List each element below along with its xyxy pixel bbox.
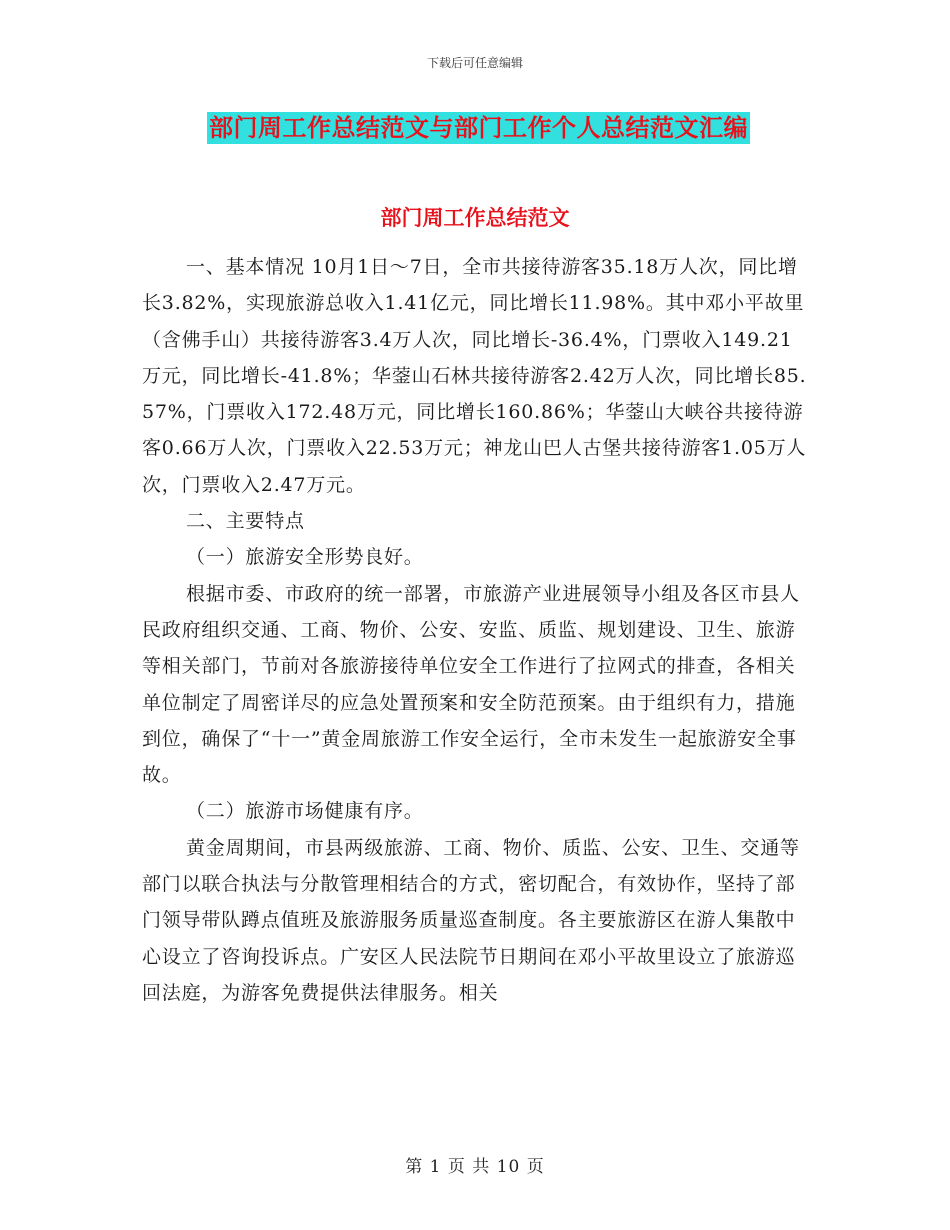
- document-title: 部门周工作总结范文与部门工作个人总结范文汇编: [209, 113, 748, 142]
- heading-main-features: 二、主要特点: [186, 510, 305, 533]
- subheading-safety: （一）旅游安全形势良好。: [186, 546, 424, 569]
- document-body: [142, 249, 810, 1011]
- header-note: 下载后可任意编辑: [426, 56, 523, 70]
- page-footer: 第 1 页 共 10 页: [405, 1157, 545, 1177]
- subheading-market: （二）旅游市场健康有序。: [186, 800, 424, 823]
- section-title: 部门周工作总结范文: [380, 205, 570, 230]
- paragraph-safety: 根据市委、市政府的统一部署，市旅游产业进展领导小组及各区市县人民政府组织交通、工商、物价、公安、安监、质监、规划建设、卫生、旅游等相关部门，节前对各旅游接待单位安全工作进行了拉网式的排查，各相关单位制定了周密详尽的应急处置预案和安全防范预案。由于组织有力，措施到位，确保了“十一”黄金周旅游工作安全运行，全市未发生一起旅游安全事故。: [142, 582, 800, 787]
- paragraph-basic-situation: 一、基本情况 10月1日～7日，全市共接待游客35.18万人次，同比增长3.82%，实现旅游总收入1.41亿元，同比增长11.98%。其中邓小平故里（含佛手山）共接待游客3.4万人次，同比增长-36.4%，门票收入149.21万元，同比增长-41.8%；华蓥山石林共接待游客2.42万人次，同比增长85.57%，门票收入172.48万元，同比增长160.86%；华蓥山大峡谷共接待游客0.66万人次，门票收入22.53万元；神龙山巴人古堡共接待游客1.05万人次，门票收入2.47万元。: [142, 256, 807, 496]
- paragraph-market: 黄金周期间，市县两级旅游、工商、物价、质监、公安、卫生、交通等部门以联合执法与分散管理相结合的方式，密切配合，有效协作，坚持了部门领导带队蹲点值班及旅游服务质量巡查制度。各主要旅游区在游人集散中心设立了咨询投诉点。广安区人民法院节日期间在邓小平故里设立了旅游巡回法庭，为游客免费提供法律服务。相关: [142, 836, 800, 1004]
